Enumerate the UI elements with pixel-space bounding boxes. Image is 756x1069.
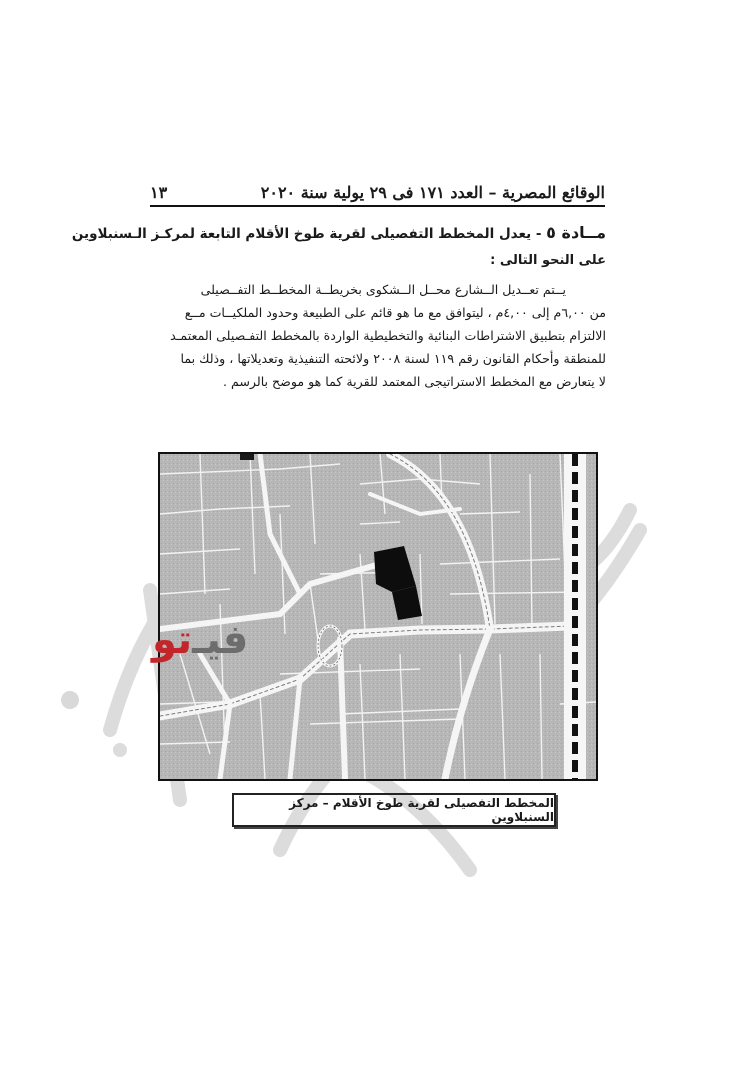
paragraph-line: من ٦,٠٠م إلى ٤,٠٠م ، ليتوافق مع ما هو قائم على الطبيعة وحدود الملكيــات مــع — [184, 305, 606, 320]
paragraph-line: يــتم تعــديل الــشارع محــل الــشكوى بخريطــة المخطــط التفــصيلى — [200, 282, 566, 297]
article-body — [71, 220, 606, 393]
paragraph-line: للمنطقة وأحكام القانون رقم ١١٩ لسنة ٢٠٠٨ ولائحته التنفيذية وتعديلاتها ، وذلك بما — [180, 351, 606, 366]
map-marker — [240, 454, 254, 460]
page-header — [150, 168, 605, 202]
paragraph-line: لا يتعارض مع المخطط الاستراتيجى المعتمد للقرية كما هو موضح بالرسم . — [222, 374, 606, 389]
highway — [564, 454, 586, 779]
header-divider — [150, 205, 605, 207]
article-label: مــادة ٥ — [546, 223, 606, 242]
article-subheading: على النحو التالى : — [490, 253, 606, 268]
vetogate-logo — [152, 612, 248, 668]
logo-text-part1: فيـ — [192, 617, 249, 663]
header-title: الوقائع المصرية – العدد ١٧١ فى ٢٩ يولية سنة ٢٠٢٠ — [260, 183, 605, 202]
article-heading-text: - يعدل المخطط التفصيلى لقرية طوخ الأقلام التابعة لمركـز الـسنبلاوين — [71, 226, 547, 242]
article-heading — [71, 220, 606, 246]
article-paragraph — [148, 278, 606, 393]
paragraph-line: الالتزام بتطبيق الاشتراطات البنائية والتخطيطية الواردة بالمخطط التفـصيلى المعتمـد — [170, 328, 606, 343]
page-number: ١٣ — [150, 183, 168, 202]
logo-text-part2: تو — [152, 617, 193, 663]
map-caption: المخطط التفصيلى لقرية طوخ الأقلام – مركز السنبلاوين — [232, 793, 556, 827]
